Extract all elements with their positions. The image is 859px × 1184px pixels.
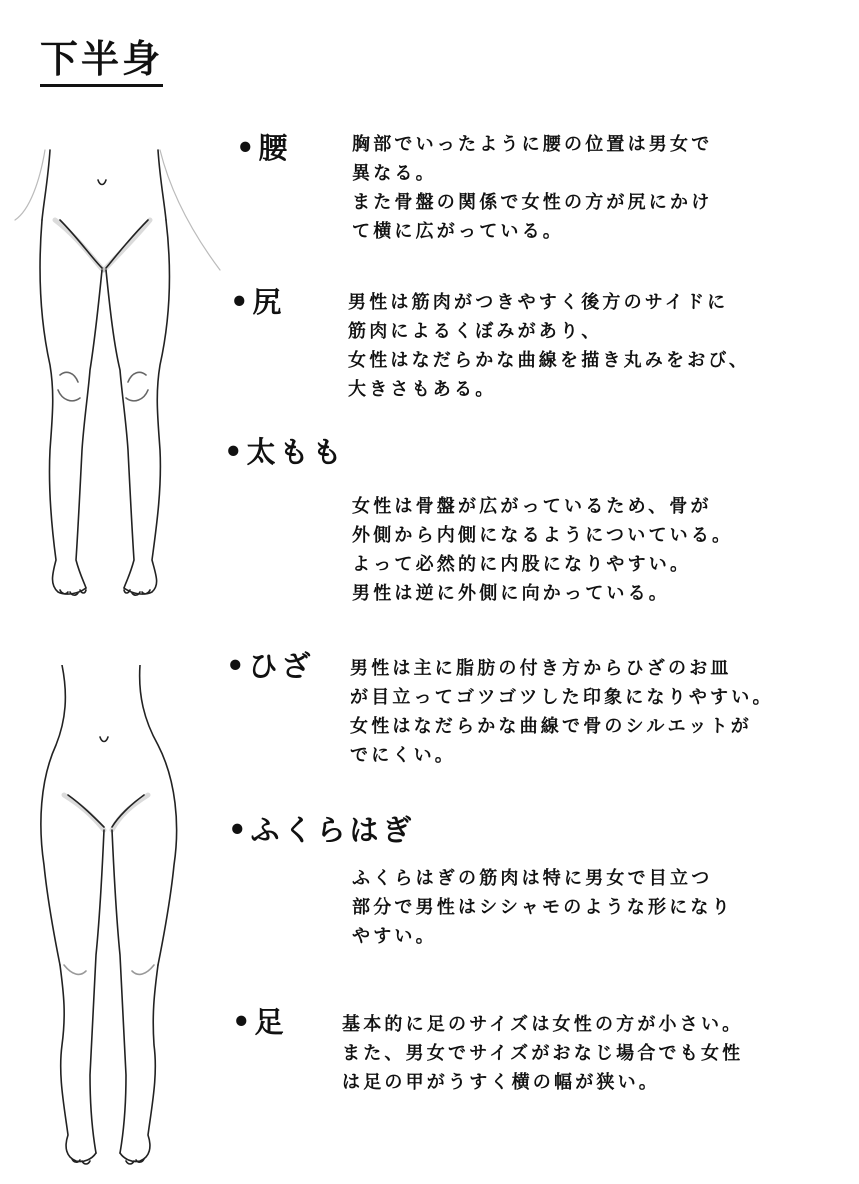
text-line: て横に広がっている。 bbox=[352, 221, 564, 242]
male-legs-illustration bbox=[0, 120, 230, 610]
section-heading-feet: •足 bbox=[232, 1005, 288, 1039]
text-line: 基本的に足のサイズは女性の方が小さい。 bbox=[342, 1014, 744, 1035]
text-line: 部分で男性はシシャモのような形になり bbox=[352, 897, 733, 918]
female-legs-illustration bbox=[20, 665, 220, 1170]
text-line: でにくい。 bbox=[350, 745, 456, 766]
text-line: 外側から内側になるようについている。 bbox=[352, 525, 734, 546]
text-line: 男性は筋肉がつきやすく後方のサイドに bbox=[348, 292, 729, 313]
text-line: やすい。 bbox=[352, 926, 437, 947]
text-line: 異なる。 bbox=[352, 163, 437, 184]
text-line: 胸部でいったように腰の位置は男女で bbox=[352, 134, 713, 155]
section-body-hips bbox=[348, 288, 750, 404]
text-line: が目立ってゴツゴツした印象になりやすい。 bbox=[350, 687, 774, 708]
text-line: また、男女でサイズがおなじ場合でも女性 bbox=[342, 1043, 744, 1064]
section-body-thighs bbox=[352, 492, 733, 608]
text-line: 女性はなだらかな曲線で骨のシルエットが bbox=[350, 716, 752, 737]
text-line: 女性は骨盤が広がっているため、骨が bbox=[352, 496, 712, 517]
section-heading-calves: •ふくらはぎ bbox=[228, 813, 416, 847]
section-heading-waist: •腰 bbox=[236, 131, 292, 165]
text-line: 大きさもある。 bbox=[348, 379, 497, 400]
text-line: 男性は逆に外側に向かっている。 bbox=[352, 583, 670, 604]
section-body-waist bbox=[352, 130, 712, 246]
text-line: よって必然的に内股になりやすい。 bbox=[352, 554, 692, 575]
text-line: 筋肉によるくぼみがあり、 bbox=[348, 321, 603, 342]
section-body-calves bbox=[352, 864, 733, 951]
section-heading-thighs: •太もも bbox=[224, 435, 346, 469]
text-line: ふくらはぎの筋肉は特に男女で目立つ bbox=[352, 868, 713, 889]
section-body-feet bbox=[342, 1010, 743, 1097]
section-body-knees bbox=[350, 654, 774, 770]
section-heading-hips: •尻 bbox=[230, 285, 286, 319]
page-title: 下半身 bbox=[40, 40, 163, 87]
text-line: また骨盤の関係で女性の方が尻にかけ bbox=[352, 192, 713, 213]
text-line: 男性は主に脂肪の付き方からひざのお皿 bbox=[350, 658, 732, 679]
text-line: は足の甲がうすく横の幅が狭い。 bbox=[342, 1072, 660, 1093]
section-heading-knees: •ひざ bbox=[226, 649, 315, 683]
text-line: 女性はなだらかな曲線を描き丸みをおび、 bbox=[348, 350, 751, 371]
